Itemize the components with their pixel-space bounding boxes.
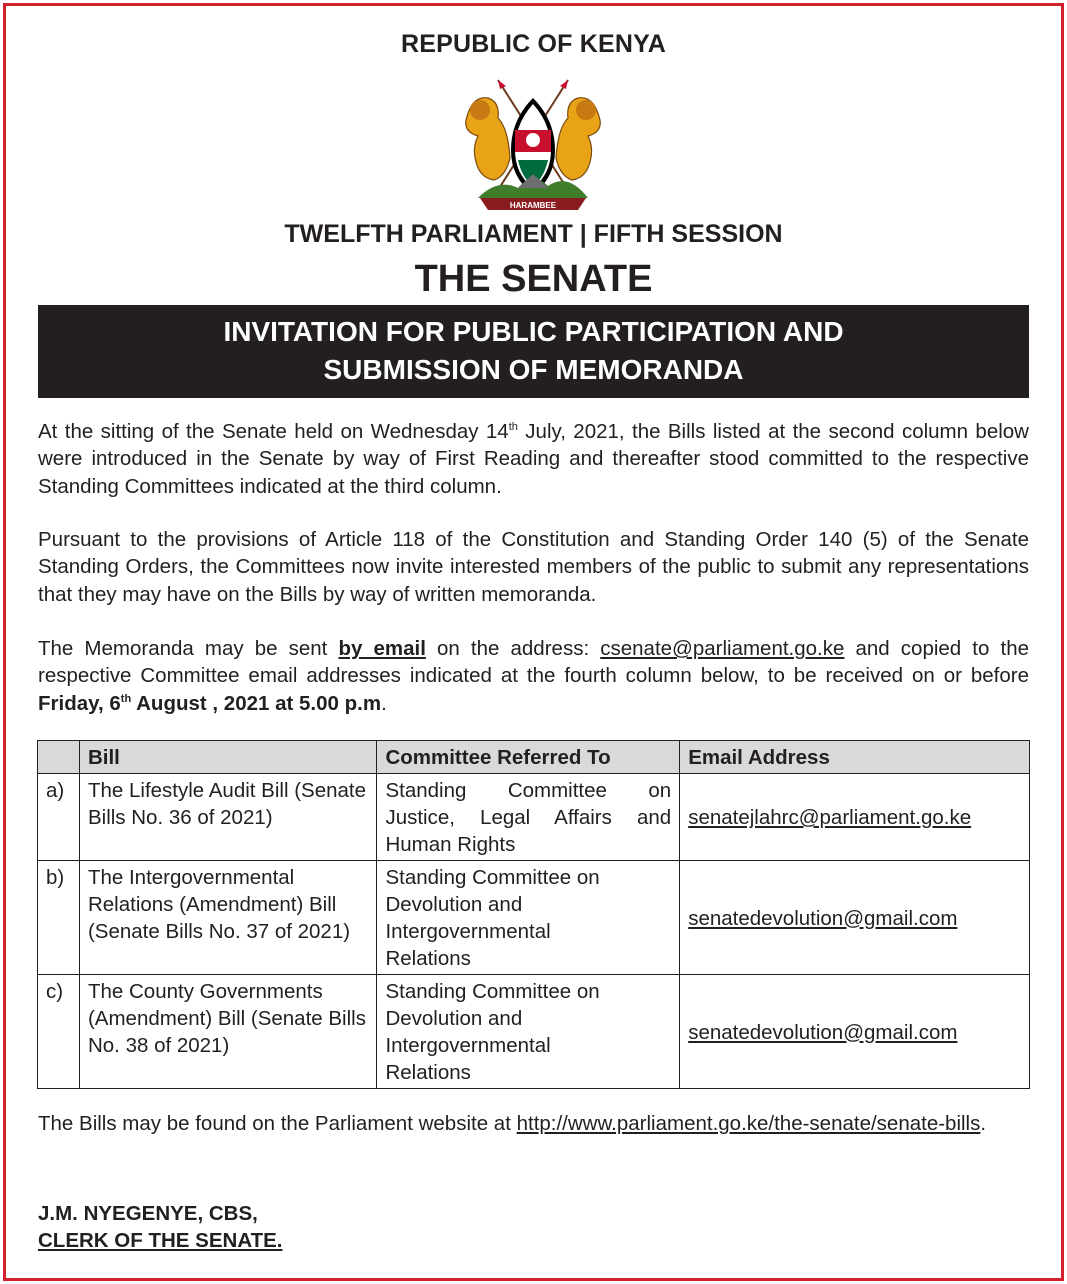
- bills-table: [37, 740, 1030, 1089]
- deadline-text-a: Friday, 6: [38, 691, 121, 715]
- signatory-title: CLERK OF THE SENATE.: [38, 1229, 283, 1252]
- intro-paragraph-1: [38, 418, 1029, 500]
- website-paragraph: [38, 1110, 1029, 1137]
- row-letter: a): [38, 774, 80, 861]
- website-link[interactable]: http://www.parliament.go.ke/the-senate/senate-bills: [516, 1112, 981, 1135]
- p1-superscript: th: [508, 421, 518, 434]
- row-letter: b): [38, 861, 80, 975]
- house-heading: THE SENATE: [414, 258, 653, 300]
- row-bill: The Intergovernmental Relations (Amendment) Bill (Senate Bills No. 37 of 2021): [79, 861, 376, 975]
- row-email-link[interactable]: senatedevolution@gmail.com: [688, 1020, 958, 1044]
- row-email-cell: [680, 861, 1030, 975]
- row-committee: Standing Committee on Devolution and Intergovernmental Relations: [377, 975, 680, 1089]
- deadline-superscript: th: [120, 692, 132, 705]
- intro-paragraph-2: Pursuant to the provisions of Article 118 of the Constitution and Standing Order 140 (5) of the Senate Standing Orders, the Committees now invite interested members of the public to submit any representations that they may have on the Bills by way of written memoranda.: [38, 528, 1029, 606]
- p1-text-a: At the sitting of the Senate held on Wednesday 14: [38, 420, 509, 443]
- website-text: The Bills may be found on the Parliament website at: [38, 1112, 517, 1135]
- website-end: .: [980, 1112, 987, 1135]
- country-heading: REPUBLIC OF KENYA: [400, 30, 666, 58]
- p3-text-a: The Memoranda may be sent: [38, 637, 339, 660]
- row-letter: c): [38, 975, 80, 1089]
- signatory-name: J.M. NYEGENYE, CBS,: [38, 1202, 258, 1225]
- by-email-text: by email: [338, 637, 426, 660]
- p3-text-c: and copied to the respective Committee email addresses indicated at the fourth column below, to be received on or before: [38, 637, 1029, 688]
- table-row: [38, 975, 1030, 1089]
- deadline-text-b: August , 2021 at 5.00 p.m: [131, 691, 382, 715]
- table-row: [38, 861, 1030, 975]
- banner-line-1: INVITATION FOR PUBLIC PARTICIPATION AND: [223, 316, 844, 347]
- p3-text-b: on the address:: [425, 637, 601, 660]
- row-bill: The Lifestyle Audit Bill (Senate Bills No. 36 of 2021): [79, 774, 376, 861]
- session-heading: TWELFTH PARLIAMENT | FIFTH SESSION: [284, 220, 783, 248]
- header-index: [38, 741, 80, 774]
- row-committee: Standing Committee on Justice, Legal Affairs and Human Rights: [377, 774, 680, 861]
- header-committee: Committee Referred To: [377, 741, 680, 774]
- header-bill: Bill: [79, 741, 376, 774]
- p1-text-b: July, 2021, the Bills listed at the second column below were introduced in the Senate by way of First Reading and thereafter stood committed to the respective Standing Committees indicated at the third column.: [38, 420, 1029, 498]
- crest-motto: HARAMBEE: [509, 201, 557, 210]
- p3-end: .: [381, 691, 387, 715]
- invitation-banner: [38, 305, 1029, 398]
- row-bill: The County Governments (Amendment) Bill (Senate Bills No. 38 of 2021): [79, 975, 376, 1089]
- row-email-link[interactable]: senatejlahrc@parliament.go.ke: [688, 806, 972, 829]
- table-header-row: [38, 741, 1030, 774]
- coat-of-arms-icon: [458, 70, 608, 220]
- row-email-link[interactable]: senatedevolution@gmail.com: [688, 906, 958, 930]
- row-email-cell: [680, 975, 1030, 1089]
- header-email: Email Address: [680, 741, 1030, 774]
- table-row: [38, 774, 1030, 861]
- row-committee: Standing Committee on Devolution and Intergovernmental Relations: [377, 861, 680, 975]
- banner-line-2: SUBMISSION OF MEMORANDA: [323, 354, 744, 385]
- intro-paragraph-3: [38, 635, 1029, 717]
- senate-email-link[interactable]: csenate@parliament.go.ke: [600, 637, 845, 660]
- row-email-cell: [680, 774, 1030, 861]
